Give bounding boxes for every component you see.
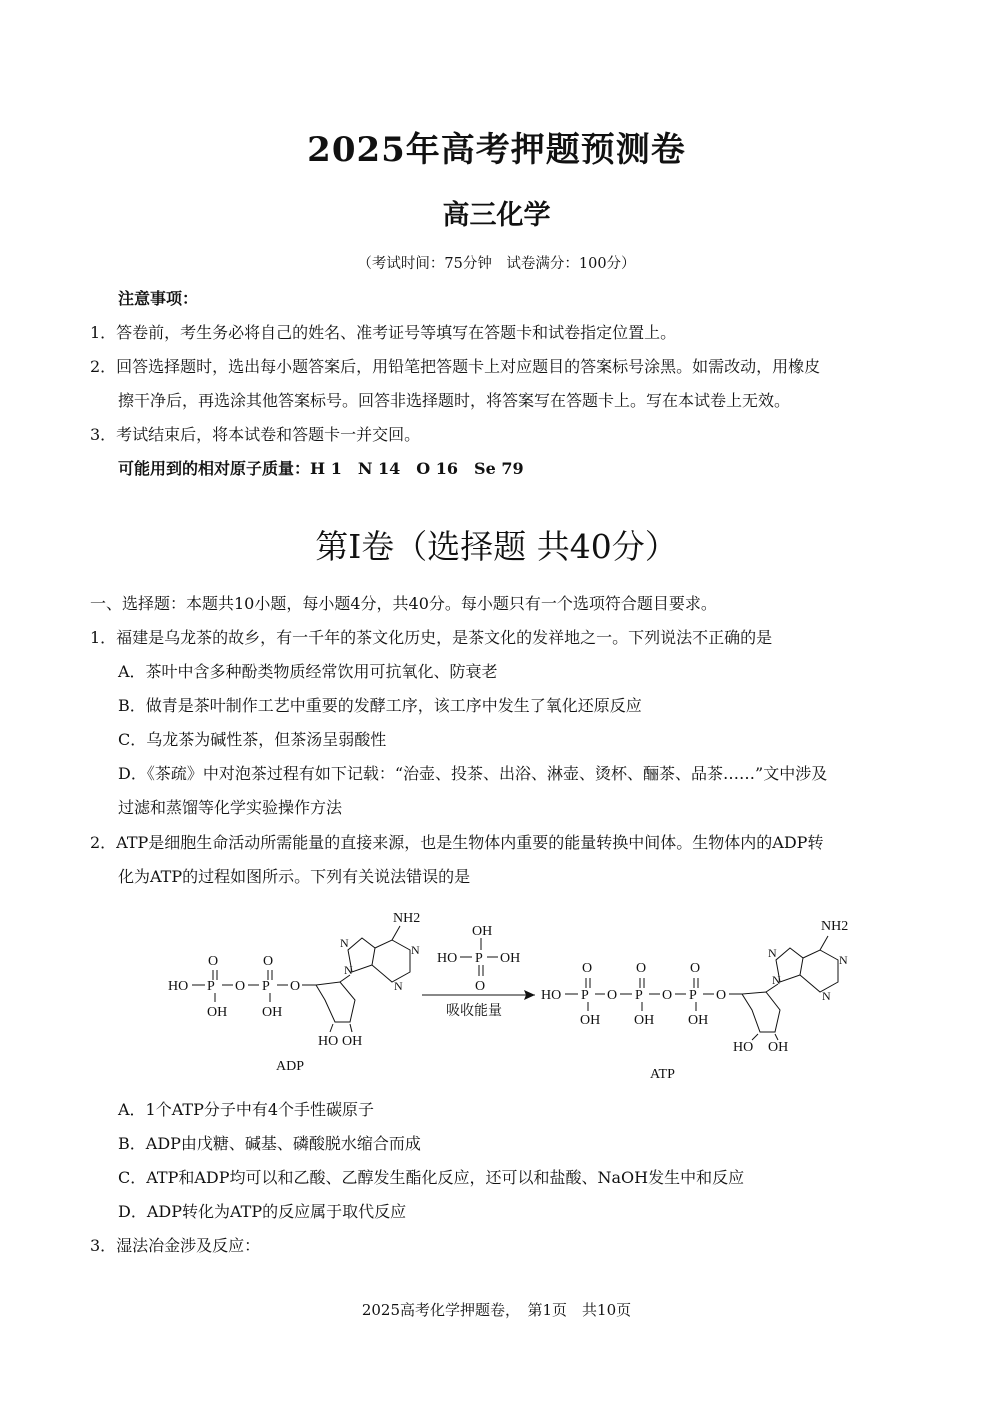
q1-option-c: C．乌龙茶为碱性茶，但茶汤呈弱酸性 (118, 730, 387, 749)
notice-item-2: 2．回答选择题时，选出每小题答案后，用铅笔把答题卡上对应题目的答案标号涂黑。如需改动，用橡皮 (90, 357, 821, 376)
q3-stem: 3．湿法冶金涉及反应： (90, 1236, 261, 1255)
pi-p: P (475, 951, 483, 966)
atp-p3: P (689, 988, 697, 1003)
adp-p1: P (207, 979, 215, 994)
adp-ho: HO (168, 979, 189, 994)
pi-oh-right: OH (500, 951, 521, 966)
atp-n3: N (839, 953, 848, 967)
atp-p2-oh: OH (634, 1013, 655, 1028)
pi-o: O (475, 979, 486, 994)
adp-p1-oh: OH (207, 1005, 228, 1020)
adp-n2: N (340, 936, 349, 950)
atp-p2-o: O (636, 961, 647, 976)
atp-p3-o: O (690, 961, 701, 976)
atp-n2: N (768, 946, 777, 960)
section-title: 第Ⅰ卷（选择题 共40分） (315, 527, 678, 566)
adp-nh2: NH2 (393, 911, 421, 926)
q1-option-d: D．《茶疏》中对泡茶过程有如下记载：“治壶、投茶、出浴、淋壶、烫杯、酾茶、品茶……”文中涉及 (118, 764, 828, 783)
atp-p1: P (581, 988, 589, 1003)
section-instruction: 一、选择题：本题共10小题，每小题4分，共40分。每小题只有一个选项符合题目要求。 (90, 594, 717, 613)
adp-p2: P (262, 979, 270, 994)
atp-o2: O (662, 988, 673, 1003)
adp-label: ADP (276, 1059, 305, 1074)
adp-n4: N (394, 979, 403, 993)
atp-o1: O (607, 988, 618, 1003)
adp-o2: O (290, 979, 301, 994)
atp-label: ATP (650, 1067, 675, 1082)
q2-option-b: B．ADP由戊糖、碱基、磷酸脱水缩合而成 (118, 1134, 421, 1153)
adp-ho-sugar: HO (318, 1034, 339, 1049)
q2-option-d: D．ADP转化为ATP的反应属于取代反应 (118, 1202, 407, 1221)
arrow-label: 吸收能量 (446, 1004, 502, 1019)
atp-oh-sugar: OH (768, 1040, 789, 1055)
adp-n3: N (411, 943, 420, 957)
notice-item-3: 3．考试结束后，将本试卷和答题卡一并交回。 (90, 425, 421, 444)
atp-ho-sugar: HO (733, 1040, 754, 1055)
page-title: 2025年高考押题预测卷 (307, 130, 686, 170)
q1-stem: 1．福建是乌龙茶的故乡，有一千年的茶文化历史，是茶文化的发祥地之一。下列说法不正确的是 (90, 628, 773, 647)
adp-o1: O (235, 979, 246, 994)
q1-option-d-cont: 过滤和蒸馏等化学实验操作方法 (118, 798, 343, 817)
atp-ho: HO (541, 988, 562, 1003)
atp-p1-oh: OH (580, 1013, 601, 1028)
atp-n1: N (772, 973, 781, 987)
adp-p2-oh: OH (262, 1005, 283, 1020)
page-subtitle: 高三化学 (442, 200, 551, 231)
page-footer: 2025高考化学押题卷， 第1页 共10页 (361, 1301, 632, 1319)
exam-info: （考试时间：75分钟 试卷满分：100分） (357, 256, 636, 272)
adp-n1: N (344, 963, 353, 977)
q1-option-b: B．做青是茶叶制作工艺中重要的发酵工序，该工序中发生了氧化还原反应 (118, 696, 642, 715)
adp-p1-o: O (208, 954, 219, 969)
q1-option-a: A．茶叶中含多种酚类物质经常饮用可抗氧化、防衰老 (118, 662, 498, 681)
adp-p2-o: O (263, 954, 274, 969)
atp-p3-oh: OH (688, 1013, 709, 1028)
atp-p1-o: O (582, 961, 593, 976)
q2-option-a: A．1个ATP分子中有4个手性碳原子 (118, 1100, 375, 1119)
adp-atp-figure (0, 900, 993, 1090)
atp-p2: P (635, 988, 643, 1003)
pi-oh-top: OH (472, 924, 493, 939)
q2-stem-2: 化为ATP的过程如图所示。下列有关说法错误的是 (118, 867, 471, 886)
adp-oh-sugar: OH (342, 1034, 363, 1049)
atp-n4: N (822, 989, 831, 1003)
atp-nh2: NH2 (821, 919, 849, 934)
q2-stem-1: 2．ATP是细胞生命活动所需能量的直接来源，也是生物体内重要的能量转换中间体。生物体内的ADP转 (90, 833, 824, 852)
atomic-mass: 可能用到的相对原子质量：H 1 N 14 O 16 Se 79 (118, 459, 524, 478)
notice-heading: 注意事项： (118, 289, 199, 308)
q2-option-c: C．ATP和ADP均可以和乙酸、乙醇发生酯化反应，还可以和盐酸、NaOH发生中和反应 (118, 1168, 745, 1187)
notice-item-2-cont: 擦干净后，再选涂其他答案标号。回答非选择题时，将答案写在答题卡上。写在本试卷上无效。 (118, 391, 791, 410)
pi-ho: HO (437, 951, 458, 966)
notice-item-1: 1．答卷前，考生务必将自己的姓名、准考证号等填写在答题卡和试卷指定位置上。 (90, 323, 677, 342)
atp-o3: O (716, 988, 727, 1003)
